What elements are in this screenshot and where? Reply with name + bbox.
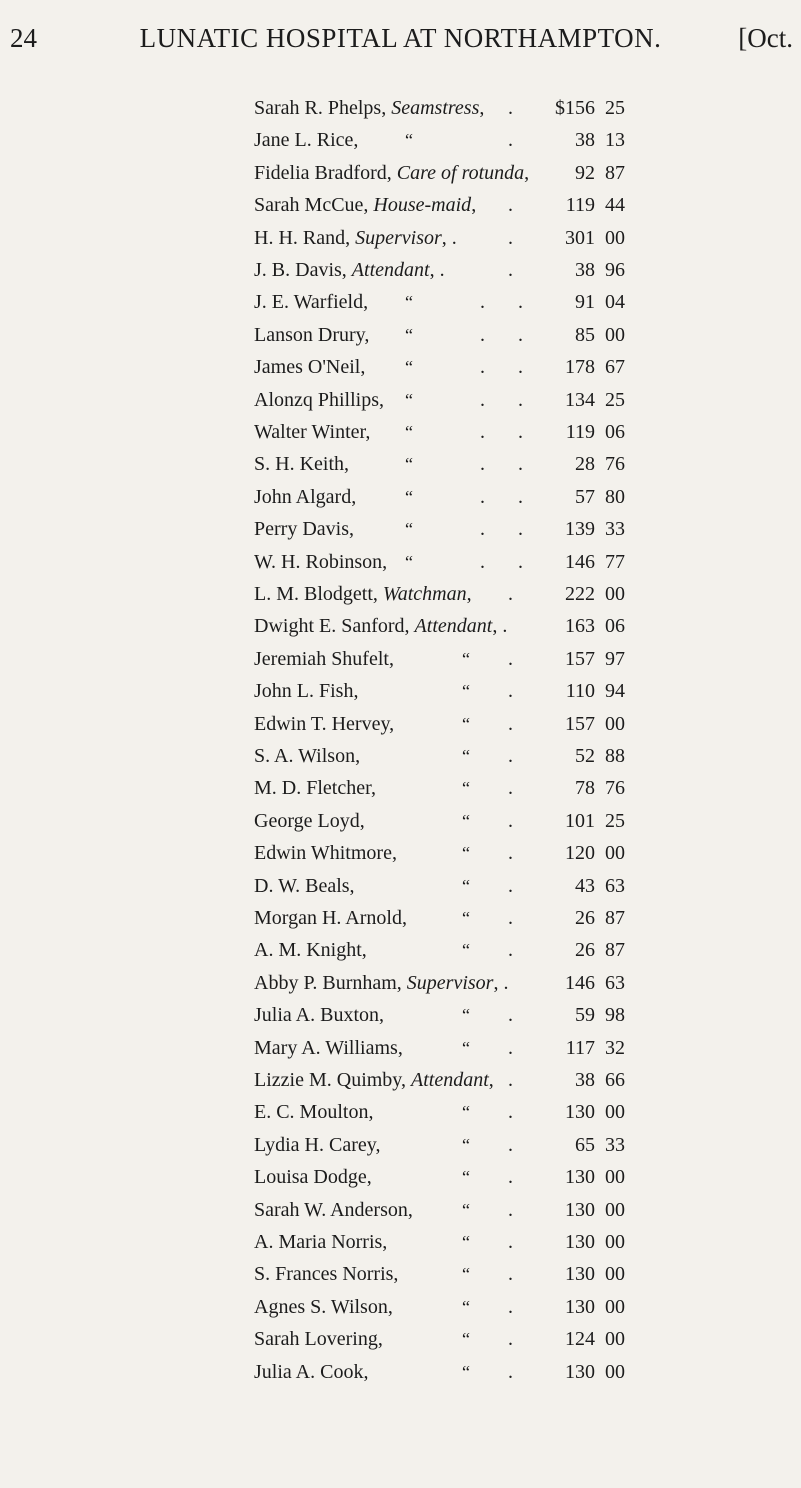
ditto-mark: “ — [462, 940, 470, 961]
employee-role: House-maid — [373, 194, 472, 217]
ditto-mark: “ — [462, 843, 470, 864]
employee-name — [254, 513, 354, 545]
employee-name-text: S. H. Keith, — [254, 453, 349, 476]
leader-dots: . — [508, 1133, 527, 1156]
employee-name — [254, 805, 365, 837]
employee-name-text: E. C. Moulton, — [254, 1101, 374, 1124]
employee-name — [254, 772, 376, 804]
employee-name-text: Julia A. Buxton, — [254, 1004, 385, 1027]
amount-cents: 06 — [605, 615, 625, 638]
table-row — [0, 675, 801, 707]
amount-dollars: 57 — [575, 485, 595, 508]
employee-name-text: Walter Winter, — [254, 421, 371, 443]
amount-cents: 76 — [605, 453, 625, 476]
ditto-mark: “ — [462, 1264, 470, 1285]
leader-dots: . — [508, 1101, 527, 1124]
leader-dots: . — [508, 874, 527, 897]
ditto-mark: “ — [462, 681, 470, 702]
table-row — [0, 999, 801, 1031]
employee-name-text: Abby P. Burnham, — [254, 971, 407, 994]
employee-role: Watchman — [382, 583, 467, 605]
amount-dollars: 130 — [565, 1263, 595, 1286]
employee-name — [254, 546, 387, 578]
amount-cents: 25 — [605, 388, 625, 411]
role-punctuation: , . — [492, 615, 508, 638]
amount-dollars: 222 — [565, 583, 595, 605]
employee-name-text: Morgan H. Arnold, — [254, 907, 407, 929]
amount-dollars: $156 — [555, 97, 595, 119]
employee-name-text: Fidelia Bradford, — [254, 161, 397, 184]
employee-name-text: Sarah Lovering, — [254, 1328, 383, 1351]
leader-dots: . . — [480, 453, 537, 476]
employee-name — [254, 351, 365, 383]
amount-dollars: 178 — [565, 356, 595, 379]
amount-dollars: 119 — [565, 194, 595, 217]
leader-dots: . — [508, 1295, 527, 1318]
ditto-mark: “ — [462, 1232, 470, 1252]
employee-name — [254, 448, 349, 480]
table-row — [0, 319, 801, 351]
table-row — [0, 222, 801, 254]
amount-dollars: 52 — [575, 745, 595, 767]
amount-dollars: 130 — [565, 1295, 595, 1318]
table-row — [0, 902, 801, 934]
employee-role: Attendant — [351, 259, 430, 281]
employee-name-text: Jeremiah Shufelt, — [254, 647, 394, 670]
ditto-mark: “ — [405, 551, 413, 572]
employee-name — [254, 1194, 413, 1226]
employee-name-text: L. M. Blodgett, — [254, 583, 383, 605]
ditto-mark: “ — [462, 810, 470, 831]
amount-cents: 33 — [605, 1133, 625, 1156]
amount-dollars: 28 — [575, 453, 595, 476]
leader-dots: . . — [480, 485, 537, 508]
ditto-mark: “ — [462, 1296, 470, 1317]
leader-dots: . — [508, 1004, 527, 1027]
amount-cents: 04 — [605, 291, 625, 314]
employee-name — [254, 1356, 368, 1388]
leader-dots: . — [508, 129, 527, 152]
ditto-mark: “ — [462, 1005, 470, 1026]
page-number: 24 — [10, 23, 37, 53]
employee-name-text: Julia A. Cook, — [254, 1360, 369, 1383]
table-row — [0, 189, 801, 221]
page-date: [Oct. — [738, 23, 793, 53]
table-row — [0, 1291, 801, 1323]
employee-role: Attendant — [411, 1069, 489, 1091]
leader-dots: . — [508, 259, 527, 281]
table-row — [0, 772, 801, 804]
amount-dollars: 65 — [575, 1133, 595, 1156]
employee-name-text: George Loyd, — [254, 809, 365, 832]
employee-name — [254, 319, 369, 351]
amount-cents: 63 — [605, 874, 625, 897]
leader-dots: . — [508, 1231, 527, 1253]
employee-name-text: Lanson Drury, — [254, 323, 370, 346]
ditto-mark: “ — [462, 875, 470, 896]
amount-cents: 13 — [605, 129, 625, 152]
leader-dots: . . — [480, 356, 537, 379]
leader-dots: . — [508, 842, 527, 865]
amount-dollars: 78 — [575, 777, 595, 800]
employee-name — [254, 1096, 373, 1128]
employee-name-text: Perry Davis, — [254, 518, 354, 541]
employee-name — [254, 1323, 383, 1355]
table-row — [0, 286, 801, 318]
leader-dots: . . — [480, 388, 537, 411]
employee-name — [254, 384, 384, 416]
ditto-mark: “ — [462, 908, 470, 928]
amount-cents: 25 — [605, 809, 625, 832]
table-row — [0, 416, 801, 448]
employee-name-text: John L. Fish, — [254, 680, 359, 703]
employee-name — [254, 837, 397, 869]
ditto-mark: “ — [462, 1167, 470, 1188]
amount-cents: 00 — [605, 1198, 625, 1221]
table-row — [0, 967, 801, 999]
amount-cents: 96 — [605, 259, 625, 281]
table-row — [0, 1064, 801, 1096]
role-punctuation: , . — [441, 226, 457, 249]
ditto-mark: “ — [462, 1361, 470, 1382]
amount-dollars: 139 — [565, 518, 595, 541]
table-row — [0, 708, 801, 740]
amount-dollars: 85 — [575, 323, 595, 346]
table-row — [0, 546, 801, 578]
employee-name — [254, 1258, 398, 1290]
ditto-mark: “ — [462, 778, 470, 799]
employee-name — [254, 870, 355, 902]
employee-name-text: A. Maria Norris, — [254, 1231, 388, 1253]
employee-name — [254, 610, 507, 642]
employee-name — [254, 92, 484, 124]
table-row — [0, 837, 801, 869]
employee-role: Supervisor — [406, 971, 494, 994]
amount-dollars: 120 — [565, 842, 595, 865]
employee-name — [254, 934, 367, 966]
employee-name-text: Agnes S. Wilson, — [254, 1295, 393, 1318]
amount-dollars: 38 — [575, 129, 595, 152]
table-row — [0, 805, 801, 837]
amount-dollars: 26 — [575, 907, 595, 929]
ditto-mark: “ — [462, 648, 470, 669]
table-row — [0, 578, 801, 610]
table-row — [0, 448, 801, 480]
table-row — [0, 1161, 801, 1193]
leader-dots: . — [508, 680, 527, 703]
employee-name — [254, 481, 356, 513]
table-row — [0, 513, 801, 545]
amount-dollars: 110 — [565, 680, 595, 703]
amount-cents: 00 — [605, 1231, 625, 1253]
table-row — [0, 157, 801, 189]
leader-dots: . . — [480, 518, 537, 541]
employee-name-text: Dwight E. Sanford, — [254, 615, 415, 638]
ditto-mark: “ — [405, 486, 413, 507]
leader-dots: . — [508, 809, 527, 832]
table-row — [0, 1032, 801, 1064]
employee-name-text: Lizzie M. Quimby, — [254, 1069, 412, 1091]
amount-dollars: 130 — [565, 1198, 595, 1221]
employee-role: Attendant — [414, 615, 493, 638]
ditto-mark: “ — [462, 1199, 470, 1220]
leader-dots: . — [508, 583, 527, 605]
employee-name-text: A. M. Knight, — [254, 939, 367, 962]
leader-dots: . — [508, 1069, 527, 1091]
ditto-mark: “ — [462, 1102, 470, 1123]
role-punctuation: , — [466, 583, 472, 605]
role-punctuation: , — [488, 1069, 494, 1091]
employee-name-text: Jane L. Rice, — [254, 129, 359, 152]
amount-cents: 87 — [605, 161, 625, 184]
employee-name — [254, 578, 472, 610]
employee-name — [254, 643, 394, 675]
employee-name — [254, 254, 445, 286]
leader-dots: . — [508, 97, 527, 119]
amount-cents: 98 — [605, 1004, 625, 1027]
table-row — [0, 254, 801, 286]
employee-name-text: M. D. Fletcher, — [254, 777, 376, 800]
amount-cents: 00 — [605, 226, 625, 249]
employee-name-text: W. H. Robinson, — [254, 550, 388, 573]
amount-dollars: 92 — [575, 161, 595, 184]
amount-dollars: 38 — [575, 259, 595, 281]
employee-name-text: S. A. Wilson, — [254, 745, 361, 767]
table-row — [0, 1323, 801, 1355]
role-punctuation: , — [471, 194, 477, 217]
amount-cents: 00 — [605, 1328, 625, 1351]
employee-name-text: John Algard, — [254, 485, 357, 508]
table-row — [0, 610, 801, 642]
amount-dollars: 301 — [565, 226, 595, 249]
amount-dollars: 146 — [565, 550, 595, 573]
leader-dots: . — [508, 907, 527, 929]
leader-dots: . — [508, 194, 527, 217]
leader-dots: . — [508, 1036, 527, 1059]
amount-dollars: 130 — [565, 1231, 595, 1253]
ditto-mark: “ — [405, 292, 413, 313]
amount-dollars: 146 — [565, 971, 595, 994]
leader-dots: . — [508, 1360, 527, 1383]
amount-dollars: 163 — [565, 615, 595, 638]
role-punctuation: , . — [429, 259, 445, 281]
amount-dollars: 134 — [565, 388, 595, 411]
employee-name-text: H. H. Rand, — [254, 226, 356, 249]
amount-cents: 67 — [605, 356, 625, 379]
amount-dollars: 91 — [575, 291, 595, 314]
employee-name — [254, 1291, 393, 1323]
amount-cents: 00 — [605, 1263, 625, 1286]
leader-dots: . — [508, 1263, 527, 1286]
amount-cents: 76 — [605, 777, 625, 800]
amount-cents: 94 — [605, 680, 625, 703]
amount-dollars: 43 — [575, 874, 595, 897]
leader-dots: . — [508, 745, 527, 767]
amount-cents: 00 — [605, 1166, 625, 1189]
page-header — [0, 0, 801, 60]
leader-dots: . — [508, 647, 527, 670]
ditto-mark: “ — [462, 1134, 470, 1155]
employee-name-text: Edwin Whitmore, — [254, 842, 397, 865]
role-punctuation: , — [524, 161, 530, 184]
employee-name — [254, 740, 360, 772]
employee-name — [254, 189, 476, 221]
ditto-mark: “ — [462, 1037, 470, 1058]
leader-dots: . . — [480, 421, 537, 443]
leader-dots: . — [508, 1198, 527, 1221]
employee-role: Seamstress — [391, 97, 480, 119]
amount-dollars: 130 — [565, 1166, 595, 1189]
table-row — [0, 740, 801, 772]
amount-cents: 87 — [605, 939, 625, 962]
amount-dollars: 117 — [565, 1036, 595, 1059]
table-row — [0, 1356, 801, 1388]
amount-dollars: 59 — [575, 1004, 595, 1027]
table-row — [0, 1096, 801, 1128]
amount-cents: 00 — [605, 1295, 625, 1318]
amount-cents: 06 — [605, 421, 625, 443]
employee-name — [254, 286, 368, 318]
amount-dollars: 38 — [575, 1069, 595, 1091]
ditto-mark: “ — [405, 454, 413, 475]
table-row — [0, 870, 801, 902]
amount-cents: 00 — [605, 712, 625, 735]
amount-cents: 77 — [605, 550, 625, 573]
role-punctuation: , — [479, 97, 485, 119]
employee-name — [254, 902, 407, 934]
employee-name-text: Alonzq Phillips, — [254, 388, 385, 411]
employee-name-text: Lydia H. Carey, — [254, 1133, 381, 1156]
leader-dots: . — [508, 939, 527, 962]
leader-dots: . — [508, 1166, 527, 1189]
ditto-mark: “ — [405, 324, 413, 345]
employee-name-text: Sarah R. Phelps, — [254, 97, 392, 119]
employee-name — [254, 1129, 380, 1161]
amount-dollars: 101 — [565, 809, 595, 832]
employee-name-text: Louisa Dodge, — [254, 1166, 372, 1189]
employee-name — [254, 157, 529, 189]
employee-name — [254, 708, 394, 740]
leader-dots: . — [508, 777, 527, 800]
amount-cents: 32 — [605, 1036, 625, 1059]
ditto-mark: “ — [405, 519, 413, 540]
employee-name — [254, 222, 457, 254]
ditto-mark: “ — [405, 389, 413, 410]
table-row — [0, 643, 801, 675]
employee-role: Care of rotunda — [396, 161, 525, 184]
employee-name — [254, 675, 358, 707]
amount-cents: 00 — [605, 583, 625, 605]
employee-name-text: Mary A. Williams, — [254, 1036, 403, 1059]
role-punctuation: , . — [493, 971, 509, 994]
amount-dollars: 130 — [565, 1360, 595, 1383]
amount-cents: 33 — [605, 518, 625, 541]
ditto-mark: “ — [462, 713, 470, 734]
amount-cents: 88 — [605, 745, 625, 767]
amount-cents: 97 — [605, 647, 625, 670]
amount-dollars: 124 — [565, 1328, 595, 1351]
leader-dots: . — [508, 226, 527, 249]
employee-name — [254, 967, 508, 999]
employee-name — [254, 1161, 372, 1193]
amount-cents: 00 — [605, 1101, 625, 1124]
amount-cents: 87 — [605, 907, 625, 929]
employee-name-text: J. E. Warfield, — [254, 291, 369, 314]
amount-dollars: 157 — [565, 712, 595, 735]
leader-dots: . . — [480, 323, 537, 346]
table-row — [0, 124, 801, 156]
employee-name-text: Edwin T. Hervey, — [254, 712, 395, 735]
table-row — [0, 384, 801, 416]
employee-name — [254, 1064, 494, 1096]
amount-cents: 80 — [605, 485, 625, 508]
amount-dollars: 157 — [565, 647, 595, 670]
table-row — [0, 92, 801, 124]
leader-dots: . — [508, 1328, 527, 1351]
employee-name — [254, 1226, 387, 1258]
amount-cents: 44 — [605, 194, 625, 217]
employee-name-text: D. W. Beals, — [254, 874, 355, 897]
page-title: LUNATIC HOSPITAL AT NORTHAMPTON. — [139, 23, 662, 53]
table-row — [0, 351, 801, 383]
employee-name-text: James O'Neil, — [254, 356, 366, 379]
leader-dots: . . — [480, 291, 537, 314]
leader-dots: . — [508, 712, 527, 735]
table-row — [0, 934, 801, 966]
table-row — [0, 1258, 801, 1290]
employee-name-text: S. Frances Norris, — [254, 1263, 399, 1286]
amount-cents: 00 — [605, 842, 625, 865]
employee-name-text: Sarah W. Anderson, — [254, 1198, 413, 1221]
employee-name — [254, 416, 370, 448]
employee-name-text: Sarah McCue, — [254, 194, 374, 217]
table-row — [0, 1226, 801, 1258]
employee-name — [254, 999, 384, 1031]
leader-dots: . . — [480, 550, 537, 573]
ditto-mark: “ — [405, 357, 413, 378]
amount-cents: 63 — [605, 971, 625, 994]
ditto-mark: “ — [405, 422, 413, 442]
table-row — [0, 481, 801, 513]
amount-cents: 00 — [605, 1360, 625, 1383]
amount-cents: 25 — [605, 97, 625, 119]
amount-dollars: 119 — [565, 421, 595, 443]
amount-cents: 66 — [605, 1069, 625, 1091]
table-row — [0, 1129, 801, 1161]
employee-name — [254, 124, 358, 156]
employee-role: Supervisor — [355, 226, 442, 249]
amount-dollars: 130 — [565, 1101, 595, 1124]
ditto-mark: “ — [405, 130, 413, 151]
amount-cents: 00 — [605, 323, 625, 346]
employee-name-text: J. B. Davis, — [254, 259, 352, 281]
table-row — [0, 1194, 801, 1226]
ditto-mark: “ — [462, 1329, 470, 1350]
ditto-mark: “ — [462, 746, 470, 766]
amount-dollars: 26 — [575, 939, 595, 962]
employee-name — [254, 1032, 403, 1064]
